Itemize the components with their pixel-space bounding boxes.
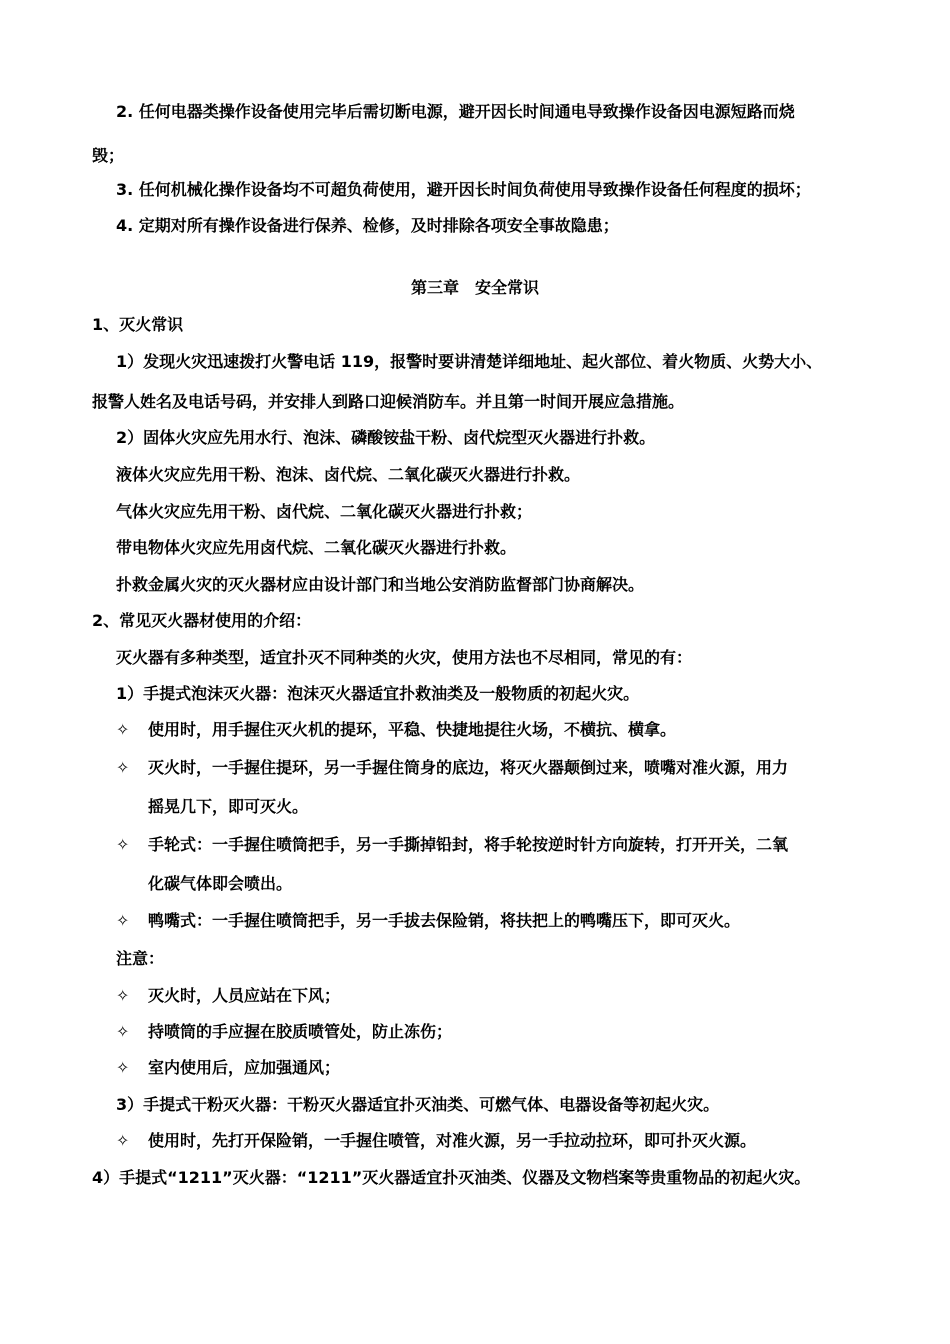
paragraph-line: 液体火灾应先用干粉、泡沫、卤代烷、二氧化碳灭火器进行扑救。 [116, 465, 581, 484]
paragraph-line: 4）手提式“1211”灭火器：“1211”灭火器适宜扑灭油类、仪器及文物档案等贵重物品的初起火灾。 [92, 1168, 811, 1187]
bullet-text: 持喷筒的手应握在胶质喷管处，防止冻伤； [148, 1022, 453, 1041]
bullet-diamond-icon: ✧ [116, 720, 130, 739]
note-label: 注意： [116, 949, 165, 968]
paragraph-line: 1）发现火灾迅速拨打火警电话 119，报警时要讲清楚详细地址、起火部位、着火物质、火势大小、 [116, 352, 823, 371]
section-heading: 2、常见灭火器材使用的介绍： [92, 611, 312, 630]
bullet-text: 化碳气体即会喷出。 [148, 874, 293, 893]
paragraph-line: 1）手提式泡沫灭火器：泡沫灭火器适宜扑救油类及一般物质的初起火灾。 [116, 684, 640, 703]
bullet-text: 手轮式：一手握住喷筒把手，另一手撕掉铅封，将手轮按逆时针方向旋转，打开开关，二氧 [148, 835, 789, 854]
chapter-title: 第三章 安全常识 [410, 278, 539, 297]
paragraph-line: 毁； [92, 146, 125, 165]
paragraph-line: 2. 任何电器类操作设备使用完毕后需切断电源，避开因长时间通电导致操作设备因电源短路而烧 [116, 102, 795, 121]
bullet-text: 灭火时，人员应站在下风； [148, 986, 341, 1005]
bullet-text: 摇晃几下，即可灭火。 [148, 797, 309, 816]
bullet-diamond-icon: ✧ [116, 1022, 130, 1041]
bullet-diamond-icon: ✧ [116, 758, 130, 777]
section-heading: 1、灭火常识 [92, 315, 184, 334]
bullet-text: 鸭嘴式：一手握住喷筒把手，另一手拔去保险销，将扶把上的鸭嘴压下，即可灭火。 [148, 911, 741, 930]
bullet-diamond-icon: ✧ [116, 911, 130, 930]
bullet-text: 使用时，用手握住灭火机的提环，平稳、快捷地提往火场，不横抗、横拿。 [148, 720, 677, 739]
paragraph-line: 带电物体火灾应先用卤代烷、二氧化碳灭火器进行扑救。 [116, 538, 517, 557]
bullet-diamond-icon: ✧ [116, 1131, 130, 1150]
bullet-text: 使用时，先打开保险销，一手握住喷管，对准火源，另一手拉动拉环，即可扑灭火源。 [148, 1131, 757, 1150]
paragraph-line: 4. 定期对所有操作设备进行保养、检修，及时排除各项安全事故隐患； [116, 216, 619, 235]
bullet-text: 室内使用后，应加强通风； [148, 1058, 341, 1077]
paragraph-line: 2）固体火灾应先用水行、泡沫、磷酸铵盐干粉、卤代烷型灭火器进行扑救。 [116, 428, 656, 447]
paragraph-line: 气体火灾应先用干粉、卤代烷、二氧化碳灭火器进行扑救； [116, 502, 533, 521]
paragraph-line: 灭火器有多种类型，适宜扑灭不同种类的火灾，使用方法也不尽相同，常见的有： [116, 648, 693, 667]
paragraph-line: 3. 任何机械化操作设备均不可超负荷使用，避开因长时间负荷使用导致操作设备任何程度的损坏； [116, 180, 811, 199]
bullet-diamond-icon: ✧ [116, 986, 130, 1005]
paragraph-line: 3）手提式干粉灭火器：干粉灭火器适宜扑灭油类、可燃气体、电器设备等初起火灾。 [116, 1095, 720, 1114]
bullet-text: 灭火时，一手握住提环，另一手握住筒身的底边，将灭火器颠倒过来，喷嘴对准火源，用力 [148, 758, 789, 777]
bullet-diamond-icon: ✧ [116, 835, 130, 854]
paragraph-line: 扑救金属火灾的灭火器材应由设计部门和当地公安消防监督部门协商解决。 [116, 575, 645, 594]
paragraph-line: 报警人姓名及电话号码，并安排人到路口迎候消防车。并且第一时间开展应急措施。 [92, 392, 685, 411]
bullet-diamond-icon: ✧ [116, 1058, 130, 1077]
